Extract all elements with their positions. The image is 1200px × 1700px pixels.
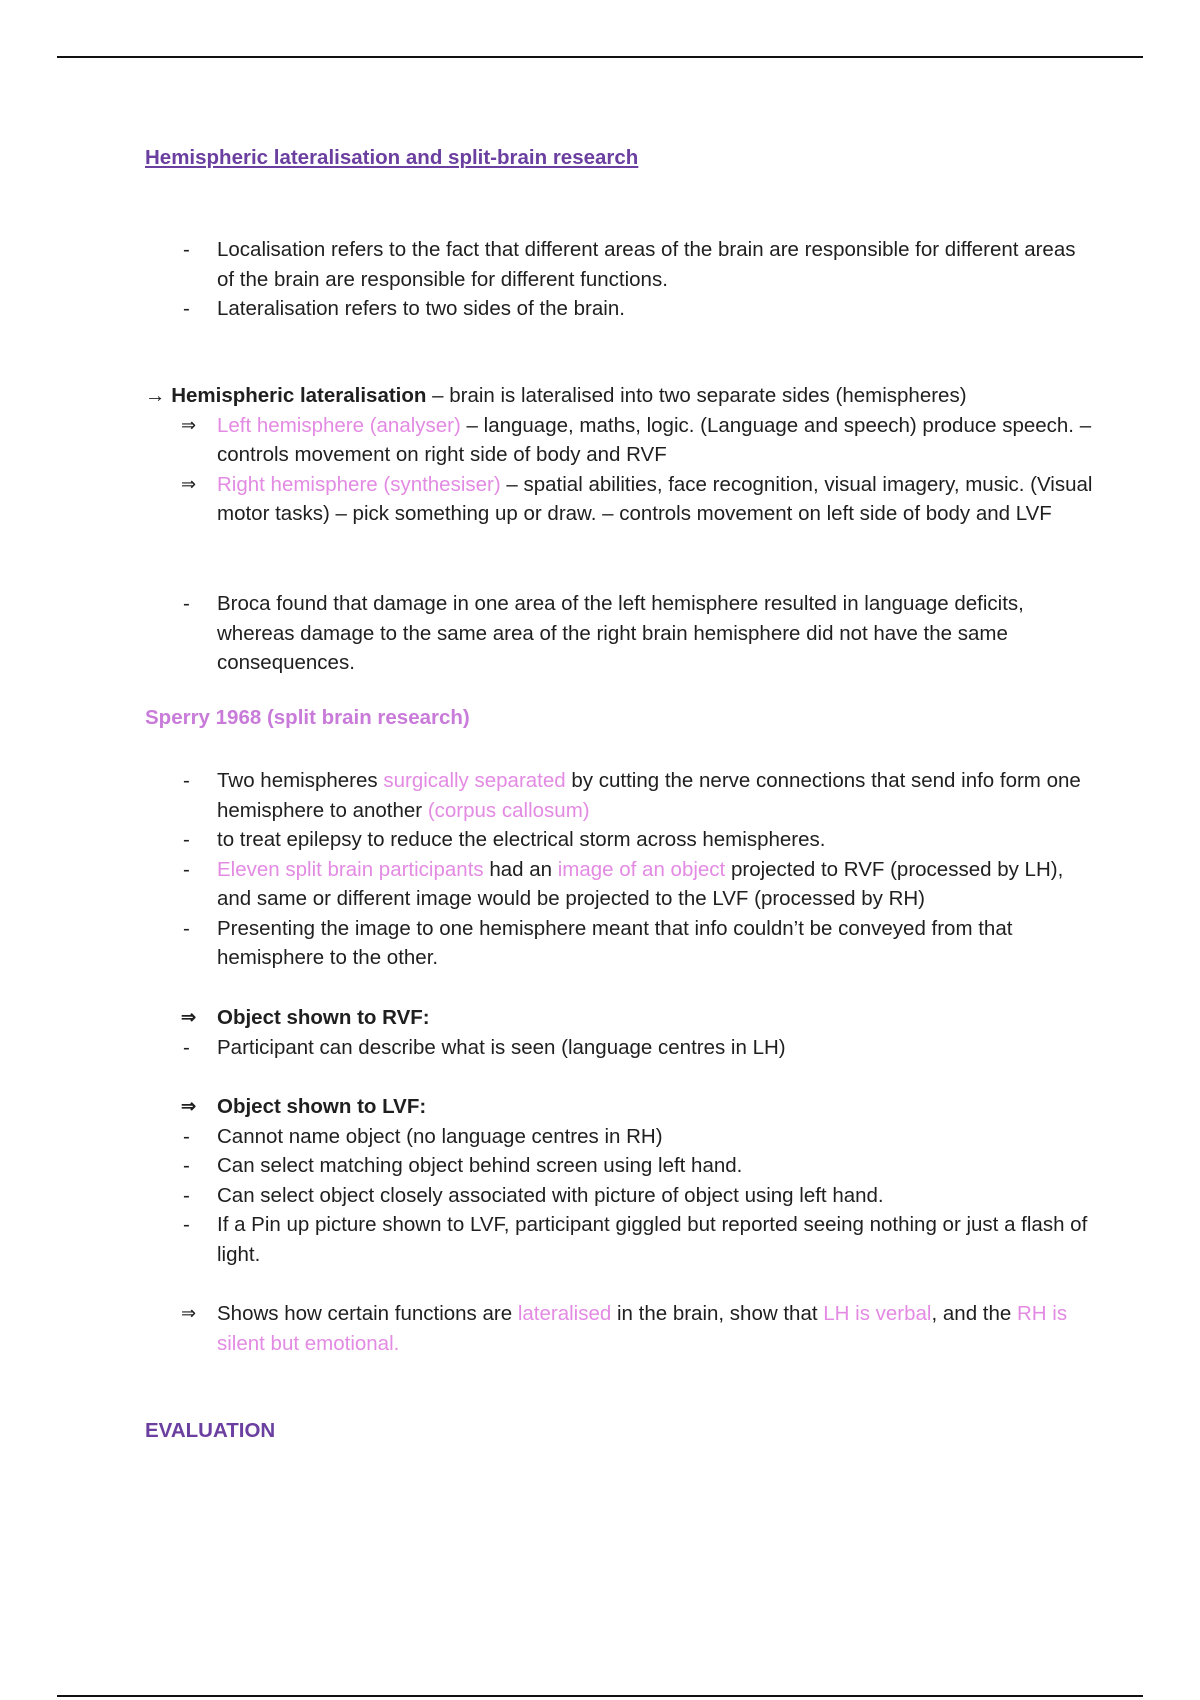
highlight-text: lateralised [517, 1302, 612, 1325]
highlight-text: LH is verbal [823, 1302, 932, 1325]
text-run: projected to RVF (processed by LH), and same or different image would be projected to the LVF (processed by RH) [217, 857, 1064, 910]
list-item [145, 1181, 1095, 1211]
list-item-left-hemisphere [145, 411, 1095, 470]
lvf-heading: Object shown to LVF: [217, 1095, 427, 1118]
top-rule [57, 56, 1143, 58]
left-hemisphere-text: – language, maths, logic. (Language and speech) produce speech. – controls movement on right side of body and RVF [217, 413, 1092, 466]
list-item [145, 589, 1095, 678]
lvf-heading-row [145, 1092, 1095, 1122]
list-item [145, 766, 1095, 825]
broca-list [145, 589, 1095, 678]
double-arrow-icon: ⇒ [181, 473, 197, 494]
list-item [145, 1122, 1095, 1152]
lateralisation-heading-rest: – brain is lateralised into two separate sides (hemispheres) [426, 384, 967, 407]
list-item [145, 235, 1095, 294]
right-hemisphere-text: – spatial abilities, face recognition, visual imagery, music. (Visual motor tasks) – pick something up or draw. – controls movement on left side of body and LVF [217, 472, 1093, 525]
highlight-text: (corpus callosum) [427, 798, 590, 822]
bottom-rule [57, 1695, 1143, 1697]
text-run: by cutting the nerve connections that send info form one hemisphere to another [217, 769, 1081, 822]
list-item [145, 914, 1095, 973]
lvf-section [145, 1092, 1095, 1269]
highlight-text: Eleven split brain participants [217, 857, 484, 881]
list-item-text: to treat epilepsy to reduce the electrical storm across hemispheres. [217, 828, 826, 851]
list-item [145, 1151, 1095, 1181]
dash-bullet: - [183, 857, 190, 881]
dash-bullet: - [183, 1213, 190, 1236]
text-run: Shows how certain functions are [217, 1302, 518, 1325]
double-arrow-icon: ⇒ [181, 414, 197, 435]
rvf-heading-row [145, 1003, 1095, 1033]
double-arrow-icon: ⇒ [181, 1303, 197, 1323]
list-item-text: Participant can describe what is seen (language centres in LH) [217, 1035, 786, 1059]
list-item-text: Cannot name object (no language centres in RH) [217, 1124, 663, 1148]
highlight-text: surgically separated [383, 769, 566, 792]
lateralisation-heading [145, 381, 1095, 411]
list-item-text: Can select object closely associated with picture of object using left hand. [217, 1183, 884, 1207]
rvf-heading: Object shown to RVF: [217, 1006, 430, 1029]
rvf-section [145, 1003, 1095, 1062]
sperry-heading: Sperry 1968 (split brain research) [145, 706, 470, 729]
dash-bullet: - [183, 1124, 190, 1148]
list-item [145, 855, 1095, 914]
highlight-text: RH is silent but emotional. [217, 1302, 1068, 1355]
list-item-text: Broca found that damage in one area of the left hemisphere resulted in language deficits, whereas damage to the same area of the right brain hemisphere did not have the same consequences. [217, 592, 1024, 674]
dash-bullet: - [183, 769, 190, 792]
right-hemisphere-label: Right hemisphere (synthesiser) [217, 472, 501, 496]
intro-list [145, 235, 1095, 324]
conclusion-row [145, 1299, 1095, 1358]
double-arrow-icon: ⇒ [181, 1096, 197, 1116]
list-item [145, 825, 1095, 855]
dash-bullet: - [183, 1154, 190, 1177]
text-run: had an [483, 857, 558, 881]
list-item-text: If a Pin up picture shown to LVF, participant giggled but reported seeing nothing or just a flash of light. [217, 1213, 1088, 1266]
arrow-icon: → [145, 384, 166, 407]
text-run: Two hemispheres [217, 769, 384, 792]
list-item [145, 1210, 1095, 1269]
text-run: in the brain, show that [611, 1302, 824, 1325]
list-item [145, 1033, 1095, 1063]
evaluation-heading: EVALUATION [145, 1419, 276, 1442]
list-item-text: Lateralisation refers to two sides of the brain. [217, 297, 625, 320]
text-run: , and the [931, 1302, 1017, 1325]
dash-bullet: - [183, 828, 190, 851]
dash-bullet: - [183, 297, 190, 320]
dash-bullet: - [183, 916, 190, 940]
list-item-text: Localisation refers to the fact that different areas of the brain are responsible for different areas of the brain are responsible for different functions. [217, 238, 1076, 291]
dash-bullet: - [183, 1183, 190, 1207]
list-item-right-hemisphere [145, 470, 1095, 529]
page-title: Hemispheric lateralisation and split-brain research [145, 146, 639, 169]
list-item-text: Can select matching object behind screen using left hand. [217, 1154, 743, 1177]
lateralisation-section [145, 381, 1095, 529]
sperry-list [145, 766, 1095, 973]
list-item-text: Presenting the image to one hemisphere meant that info couldn’t be conveyed from that hemisphere to the other. [217, 916, 1013, 969]
conclusion-section [145, 1299, 1095, 1358]
double-arrow-icon: ⇒ [181, 1007, 197, 1027]
list-item [145, 294, 1095, 324]
left-hemisphere-label: Left hemisphere (analyser) [217, 413, 461, 437]
dash-bullet: - [183, 1035, 190, 1059]
dash-bullet: - [183, 592, 190, 615]
lateralisation-heading-bold: Hemispheric lateralisation [171, 384, 427, 407]
dash-bullet: - [183, 238, 190, 261]
highlight-text: image of an object [557, 857, 726, 881]
